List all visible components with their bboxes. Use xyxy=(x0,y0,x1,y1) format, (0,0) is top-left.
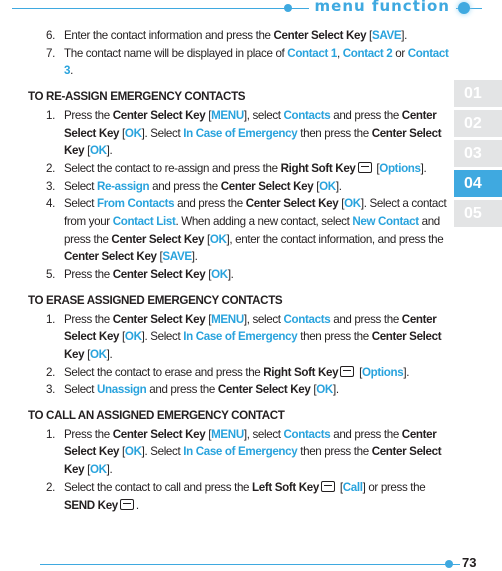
step-number: 3. xyxy=(46,179,55,193)
key-name: Center Select Key xyxy=(112,312,206,326)
chapter-tab-05[interactable]: 05 xyxy=(454,200,502,227)
step-number: 1. xyxy=(46,312,55,326)
page-header xyxy=(0,0,502,18)
key-name: Left Soft Key xyxy=(252,480,319,494)
menu-option: Contact 1 xyxy=(287,46,337,60)
phone-key-icon xyxy=(321,481,335,492)
instruction-step: 5. Press the Center Select Key [OK]. xyxy=(52,266,452,284)
menu-option: OK xyxy=(124,330,142,344)
menu-option: In Case of Emergency xyxy=(183,126,298,140)
section-heading: TO RE-ASSIGN EMERGENCY CONTACTS xyxy=(28,90,246,104)
menu-option: MENU xyxy=(211,312,244,326)
page-number: 73 xyxy=(462,555,477,570)
menu-option: OK xyxy=(124,126,142,140)
footer-rule xyxy=(40,564,460,565)
menu-option: Contact List xyxy=(112,215,176,229)
key-name: SEND Key xyxy=(64,498,118,512)
instruction-step: 1. Press the Center Select Key [MENU], select Contacts and press the Center Select Key [OK]. Select In Case of Emergency then press the Center Select Key [OK]. xyxy=(46,427,442,477)
instruction-step: 4. Select From Contacts and press the Center Select Key [OK]. Select a contact from your Contact List. When adding a new contact, select New Contact and press the Center Select Key [OK], enter the contact information, and press the Center Select Key [SAVE]. xyxy=(46,197,447,264)
menu-option: OK xyxy=(209,232,227,246)
menu-option: SAVE xyxy=(162,250,192,264)
step-number: 2. xyxy=(46,365,55,379)
section-steps xyxy=(46,311,452,400)
header-title: menu function xyxy=(309,0,456,15)
header-dot-left xyxy=(284,4,292,12)
menu-option: Call xyxy=(342,480,363,494)
menu-option: OK xyxy=(211,268,228,282)
step-number: 5. xyxy=(46,268,55,282)
menu-option: Contacts xyxy=(283,427,331,441)
section-heading: TO CALL AN ASSIGNED EMERGENCY CONTACT xyxy=(28,409,285,423)
chapter-tab-03[interactable]: 03 xyxy=(454,140,502,167)
section-steps xyxy=(46,107,452,284)
chapter-tab-04[interactable]: 04 xyxy=(454,170,502,197)
section-heading: TO ERASE ASSIGNED EMERGENCY CONTACTS xyxy=(28,293,283,307)
chapter-tab-02[interactable]: 02 xyxy=(454,110,502,137)
menu-option: In Case of Emergency xyxy=(183,445,298,459)
key-name: Center Select Key xyxy=(111,232,205,246)
menu-option: Unassign xyxy=(97,383,147,397)
step-number: 3. xyxy=(46,383,55,397)
menu-option: New Contact xyxy=(352,215,419,229)
menu-option: OK xyxy=(316,383,333,397)
menu-option: OK xyxy=(344,197,361,211)
key-name: Center Select Key xyxy=(220,179,314,193)
key-name: Center Select Key xyxy=(217,383,311,397)
menu-option: OK xyxy=(124,445,142,459)
menu-option: Contacts xyxy=(283,312,331,326)
key-name: Center Select Key xyxy=(64,312,437,344)
instruction-step: 2. Select the contact to re-assign and press the Right Soft Key [Options]. xyxy=(52,160,452,178)
key-name: Center Select Key xyxy=(64,445,442,477)
menu-option: OK xyxy=(89,463,107,477)
header-dot-right xyxy=(458,2,470,14)
chapter-tabs xyxy=(454,80,502,230)
menu-option: SAVE xyxy=(371,29,402,42)
key-name: Center Select Key xyxy=(112,268,206,282)
key-name: Right Soft Key xyxy=(263,365,339,379)
menu-option: Contacts xyxy=(283,108,331,122)
step-number: 1. xyxy=(46,427,55,441)
instruction-step: 1. Press the Center Select Key [MENU], select Contacts and press the Center Select Key [OK]. Select In Case of Emergency then press the Center Select Key [OK]. xyxy=(46,312,442,361)
menu-option: MENU xyxy=(211,108,244,122)
key-name: Center Select Key xyxy=(112,108,206,122)
instruction-step: 1. Press the Center Select Key [MENU], select Contacts and press the Center Select Key [OK]. Select In Case of Emergency then press the Center Select Key [OK]. xyxy=(46,108,442,158)
key-name: Center Select Key xyxy=(64,126,442,158)
footer-dot xyxy=(445,560,453,568)
step-number: 2. xyxy=(46,480,55,494)
menu-option: Re-assign xyxy=(97,179,150,193)
step-number: 2. xyxy=(46,161,55,175)
instruction-step: 3. Select Unassign and press the Center Select Key [OK]. xyxy=(52,381,452,399)
chapter-tab-01[interactable]: 01 xyxy=(454,80,502,107)
step-number: 1. xyxy=(46,108,55,122)
menu-option: From Contacts xyxy=(97,197,175,211)
phone-key-icon xyxy=(340,366,354,377)
key-name: Center Select Key xyxy=(64,330,442,361)
intro-steps xyxy=(46,27,452,80)
key-name: Center Select Key xyxy=(245,197,339,211)
step-number: 4. xyxy=(46,197,55,211)
key-name: Right Soft Key xyxy=(280,161,356,175)
menu-option: MENU xyxy=(211,427,244,441)
key-name: Center Select Key xyxy=(273,29,367,42)
key-name: Center Select Key xyxy=(64,108,437,140)
menu-option: OK xyxy=(89,347,107,361)
menu-option: Options xyxy=(379,161,421,175)
menu-option: Options xyxy=(362,365,404,379)
key-name: Center Select Key xyxy=(64,427,437,459)
step-number: 7. xyxy=(46,46,55,60)
phone-key-icon xyxy=(358,162,372,173)
intro-step: 6. Enter the contact information and press the Center Select Key [SAVE]. xyxy=(52,27,452,45)
phone-key-icon xyxy=(120,499,134,510)
menu-option: Contact 3 xyxy=(64,46,449,78)
intro-step: 7. The contact name will be displayed in place of Contact 1, Contact 2 or Contact 3. xyxy=(46,46,449,78)
menu-option: Contact 2 xyxy=(342,46,393,60)
key-name: Center Select Key xyxy=(112,427,206,441)
menu-option: In Case of Emergency xyxy=(183,330,298,344)
instruction-step: 2. Select the contact to erase and press the Right Soft Key [Options]. xyxy=(52,364,452,382)
manual-content xyxy=(28,27,452,514)
instruction-step: 3. Select Re-assign and press the Center Select Key [OK]. xyxy=(52,178,452,196)
menu-option: OK xyxy=(89,144,107,158)
menu-option: OK xyxy=(319,179,336,193)
step-number: 6. xyxy=(46,29,55,42)
key-name: Center Select Key xyxy=(64,250,157,264)
instruction-step: 2. Select the contact to call and press the Left Soft Key [Call] or press the SEND Key . xyxy=(46,480,426,512)
section-steps xyxy=(46,426,452,515)
